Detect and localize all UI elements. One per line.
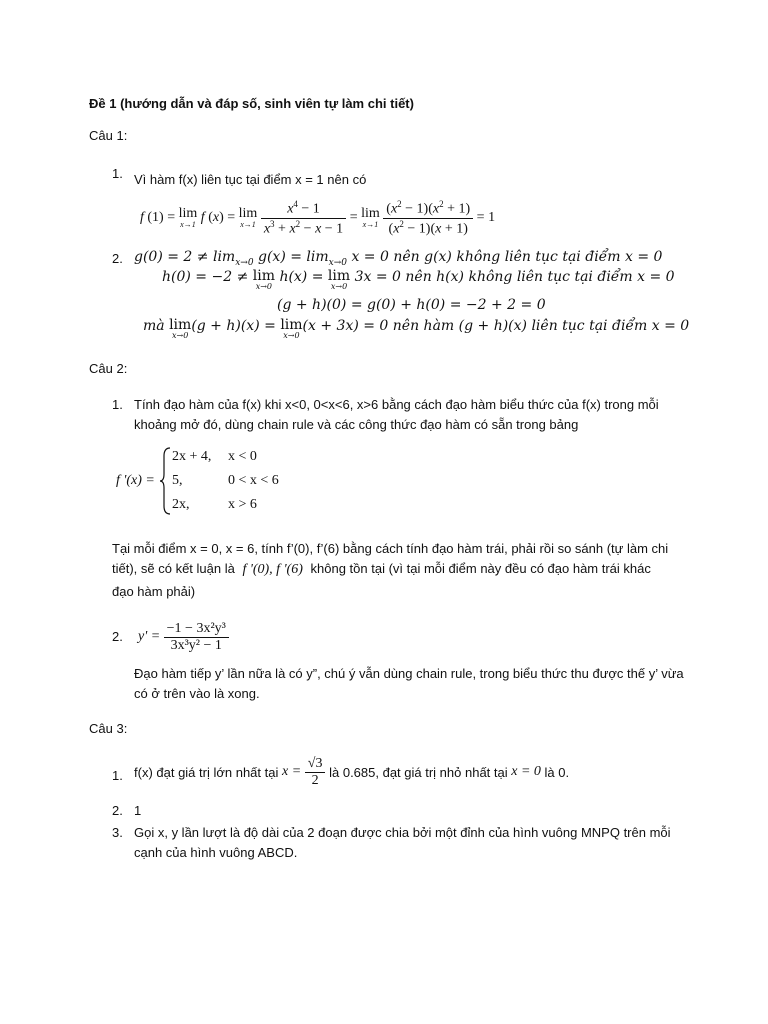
case-2-cond: 0 < x < 6 [228, 473, 279, 488]
cau3-item1 [134, 750, 569, 794]
case-2-expr: 5, [172, 473, 183, 488]
fraction-2: $\frac{(x^2 - 1)(x^2 + 1)}{(x^2 - 1)(x + 1)}$ [383, 199, 473, 237]
cau3-item3-line2: cạnh của hình vuông ABCD. [134, 845, 298, 860]
cau2-item2-line1: Đạo hàm tiếp y’ lần nữa là có y”, chú ý vẫn dùng chain rule, trong biểu thức thu được thế y’ vừa [134, 666, 684, 681]
lim-word: lim [238, 206, 258, 221]
y-prime-formula [138, 615, 229, 659]
sqrt3-over-2-fraction [305, 756, 326, 789]
lim-word: lim [327, 268, 351, 284]
eq-conc-part3: (x + 3x) = 0 nên hàm (g + h)(x) liên tục tại điểm x = 0 [302, 318, 690, 334]
cau1-title: Câu 1: [89, 128, 128, 143]
piecewise-lhs: f '(x) = [116, 473, 155, 488]
fraction-1: $\frac{x^4 - 1}{x^3 + x^2 - x - 1}$ [261, 199, 346, 237]
para-line2-text-a: tiết), sẽ có kết luận là [112, 561, 235, 576]
cau1-limit-formula: f (1) = lim x→1 f ( x ) = lim x→1 $\frac{x^4 - 1}{x^3 + x^2 - x - 1}$ = lim x→1 $\frac{(x^2 - 1)(x^2 + 1)}{(x^2 - 1)(x + 1)}$ = 1 [140, 198, 496, 237]
lim-subscript: x→1 [180, 220, 196, 229]
lim-subscript: x→1 [240, 220, 256, 229]
lim-word: lim [361, 206, 380, 221]
lim-subscript: x→0 [283, 331, 300, 340]
cau2-item2-number: 2. [112, 629, 123, 644]
page-heading: Đề 1 (hướng dẫn và đáp số, sinh viên tự làm chi tiết) [89, 96, 414, 111]
cau3-title: Câu 3: [89, 721, 128, 736]
case-3-cond: x > 6 [228, 497, 257, 512]
cau3-item1-x0: x = 0 [511, 764, 541, 779]
eq-h-part3: 3x = 0 nên h(x) không liên tục tại điểm x = 0 [354, 269, 675, 285]
eq-h-part1: h(0) = −2 ≠ [162, 269, 249, 285]
cau3-item1-x: x = [282, 764, 302, 779]
cau1-item1-text: Vì hàm f(x) liên tục tại điểm x = 1 nên có [134, 172, 367, 187]
cau3-item3-line1: Gọi x, y lần lượt là độ dài của 2 đoạn được chia bởi một đỉnh của hình vuông MNPQ trên mỗi [134, 825, 671, 840]
para-line2-math: f '(0), f '(6) [242, 562, 303, 577]
cau1-eq-conclusion [143, 318, 689, 340]
fraction-denominator: 2 [305, 772, 326, 789]
eq-g-part2: g(x) = lim [258, 249, 329, 265]
eq-g-part1: g(0) = 2 ≠ lim [134, 249, 236, 265]
y-prime-lhs: y' = [138, 629, 161, 644]
cau2-item2-line2: có ở trên vào là xong. [134, 686, 260, 701]
lim-word: lim [178, 206, 198, 221]
case-1-expr: 2x + 4, [172, 449, 212, 464]
cau2-para-line3: đạo hàm phải) [112, 584, 196, 599]
cau1-item1-number: 1. [112, 166, 123, 181]
eq-g-part3: x = 0 nên g(x) không liên tục tại điểm x = 0 [351, 249, 663, 265]
lim-subscript: x→1 [362, 220, 379, 229]
cau3-item3-number: 3. [112, 825, 123, 840]
cau3-item2-text: 1 [134, 803, 142, 818]
cau2-para-line1: Tại mỗi điểm x = 0, x = 6, tính f’(0), f’(6) bằng cách tính đạo hàm trái, phải rồi so sánh (tự làm chi [112, 541, 669, 556]
lim-word: lim [169, 317, 192, 333]
eq-conc-part2: (g + h)(x) = [191, 318, 276, 334]
y-prime-numerator: −1 − 3x²y³ [166, 620, 226, 636]
eq-g-sub1: x→0 [235, 257, 254, 268]
cau1-eq-sum: (g + h)(0) = g(0) + h(0) = −2 + 2 = 0 [277, 297, 546, 313]
cau2-para-line2 [112, 561, 651, 578]
cau2-item1-line1: Tính đạo hàm của f(x) khi x<0, 0<x<6, x>6 bằng cách đạo hàm biểu thức của f(x) trong mỗi [134, 397, 659, 412]
lim-subscript: x→0 [172, 331, 189, 340]
lim-subscript: x→0 [330, 282, 348, 291]
fraction-numerator: √3 [307, 755, 323, 771]
cau1-eq-g [134, 249, 662, 268]
eq-g-sub2: x→0 [328, 257, 347, 268]
y-prime-denominator: 3x³y² − 1 [164, 637, 229, 654]
piecewise-brace [160, 446, 172, 516]
cau1-eq-h [162, 269, 675, 291]
cau3-item1-text-b: là 0.685, đạt giá trị nhỏ nhất tại [329, 764, 508, 780]
y-prime-fraction [164, 621, 229, 654]
cau2-item1-number: 1. [112, 397, 123, 412]
case-3-expr: 2x, [172, 497, 190, 512]
cau1-item2-number: 2. [112, 251, 123, 266]
cau2-title: Câu 2: [89, 361, 128, 376]
lim-word: lim [280, 317, 303, 333]
eq-h-part2: h(x) = [279, 269, 324, 285]
lim-subscript: x→0 [255, 282, 273, 291]
lim-word: lim [252, 268, 275, 284]
cau3-item2-number: 2. [112, 803, 123, 818]
para-line2-text-b: không tồn tại (vì tại mỗi điểm này đều có đạo hàm trái khác [310, 561, 651, 576]
cau3-item1-text-a: f(x) đạt giá trị lớn nhất tại [134, 764, 279, 780]
cau2-item1-line2: khoảng mở đó, dùng chain rule và các công thức đạo hàm có sẵn trong bảng [134, 417, 579, 432]
cau3-item1-text-d: là 0. [544, 764, 570, 780]
cau3-item1-number: 1. [112, 768, 123, 783]
case-1-cond: x < 0 [228, 449, 257, 464]
eq-conc-part1: mà [143, 318, 165, 334]
